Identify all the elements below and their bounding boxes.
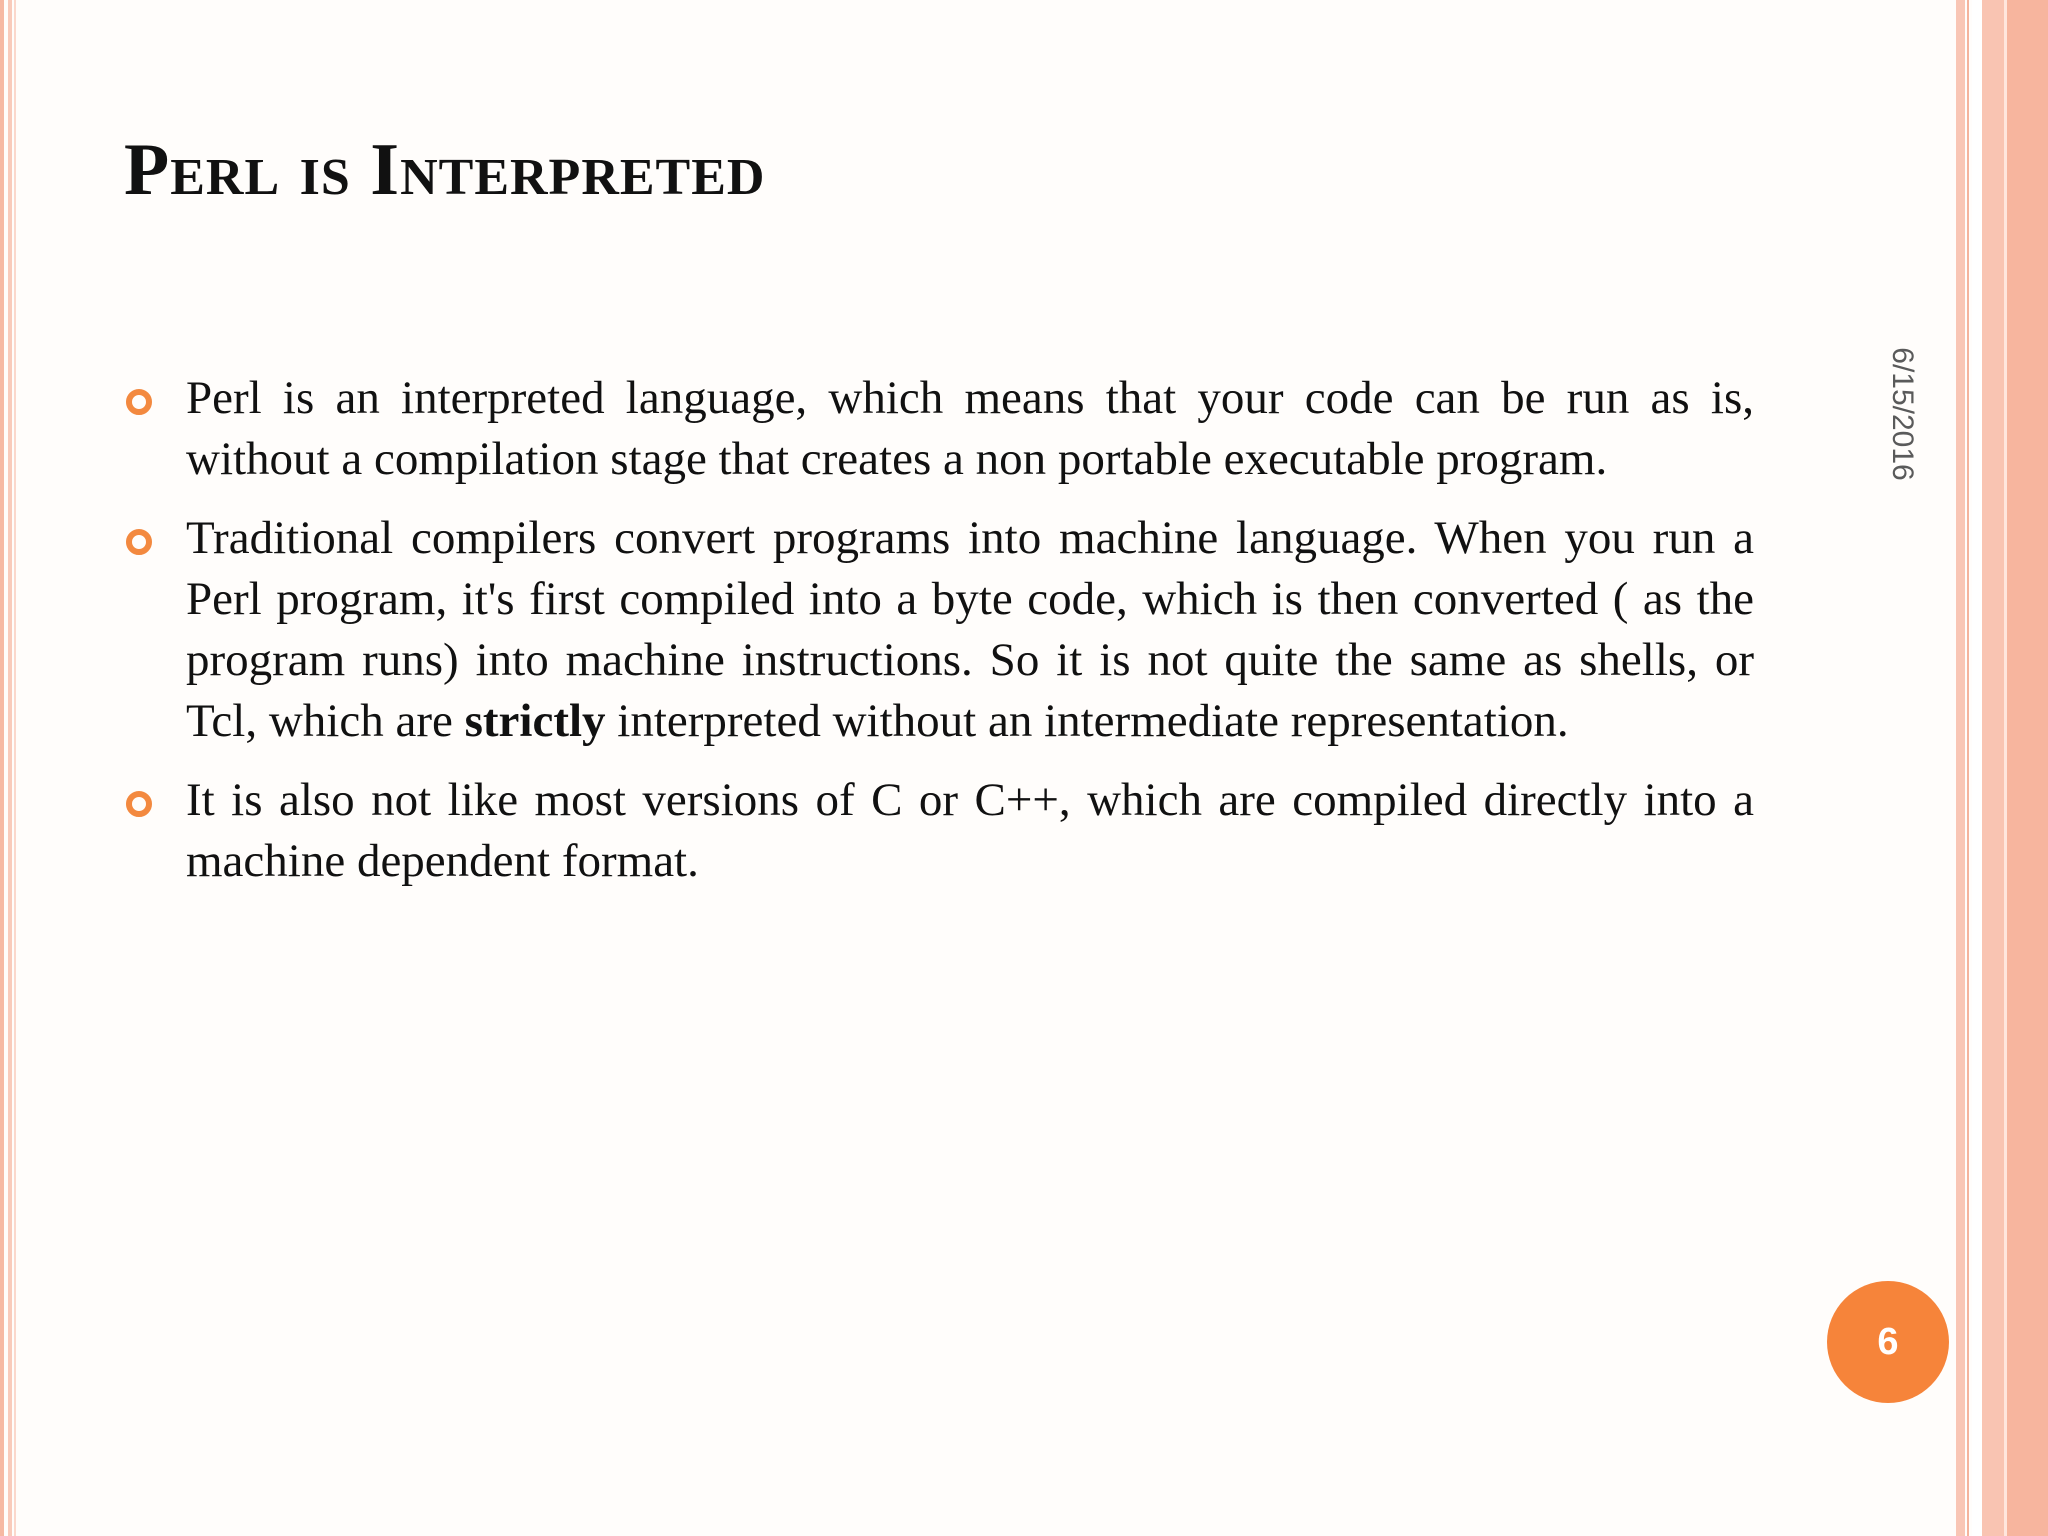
bullet-text: [186, 508, 1754, 752]
page-number: 6: [1877, 1320, 1899, 1363]
right-border-stripe: [1956, 0, 1965, 1536]
left-border-stripe: [14, 0, 16, 1536]
bullet-item: [124, 368, 1754, 490]
page-number-badge: [1827, 1281, 1949, 1403]
bullet-text-segment: interpreted without an intermediate representation.: [605, 695, 1569, 747]
bullet-list: [124, 368, 1754, 910]
right-border-stripe: [1967, 0, 1969, 1536]
slide-title: Perl is Interpreted: [124, 129, 766, 211]
right-border-stripe: [2007, 0, 2048, 1536]
bold-emphasis: strictly: [464, 695, 606, 747]
bullet-item: [124, 770, 1754, 892]
left-border-stripe: [8, 0, 12, 1536]
bullet-text: It is also not like most versions of C or C++, which are compiled directly into a machine dependent format.: [186, 774, 1754, 887]
bullet-item: [124, 508, 1754, 752]
bullet-text: Perl is an interpreted language, which means that your code can be run as is, without a compilation stage that creates a non portable executable program.: [186, 372, 1754, 485]
left-border-stripe: [0, 0, 4, 1536]
right-border-stripe: [1982, 0, 2004, 1536]
bullet-text-segment: Traditional compilers convert programs into machine language. When you run a Perl program, it's first compiled into a byte code, which is then converted ( as the program runs) into machine instructions. So it is not quite the same as shells, or Tcl, which are: [186, 512, 1754, 747]
hollow-circle-bullet-icon: [126, 389, 152, 415]
slide-date: 6/15/2016: [1886, 347, 1919, 481]
hollow-circle-bullet-icon: [126, 791, 152, 817]
hollow-circle-bullet-icon: [126, 529, 152, 555]
right-border-stripe: [1972, 0, 1982, 1536]
